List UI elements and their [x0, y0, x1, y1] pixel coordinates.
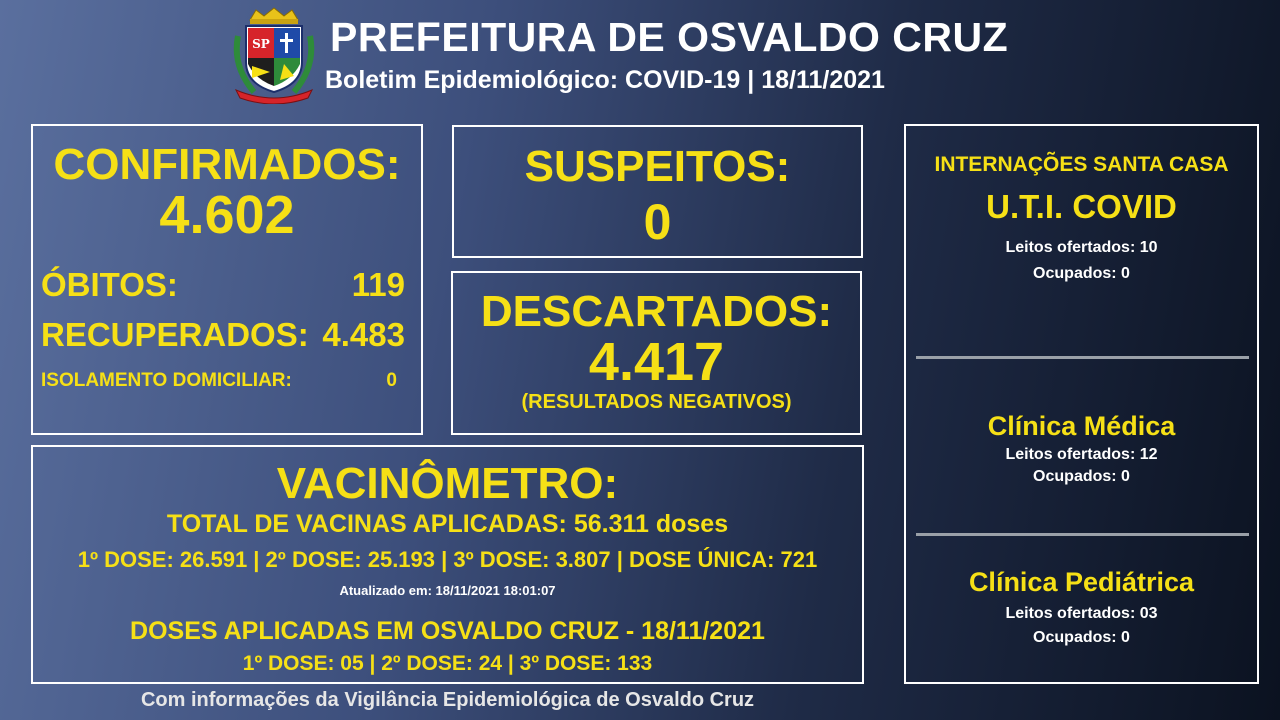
discarded-panel: [451, 271, 862, 435]
vaccine-title: VACINÔMETRO:: [276, 459, 619, 508]
icu-beds-occupied: Ocupados: 0: [1033, 265, 1130, 282]
local-doses: 1º DOSE: 05 | 2º DOSE: 24 | 3º DOSE: 133: [242, 652, 653, 675]
footer-source-note: Com informações da Vigilância Epidemiológica de Osvaldo Cruz: [140, 689, 755, 711]
page-title: PREFEITURA DE OSVALDO CRUZ: [330, 14, 1009, 60]
home-isolation-row: [41, 370, 397, 392]
clinic-beds-occupied: Ocupados: 0: [1033, 468, 1130, 485]
home-isolation-label: ISOLAMENTO DOMICILIAR:: [41, 370, 292, 391]
section-divider: [916, 356, 1249, 359]
pediatric-beds-occupied: Ocupados: 0: [1033, 629, 1130, 646]
vaccine-doses: 1º DOSE: 26.591 | 2º DOSE: 25.193 | 3º DOSE: 3.807 | DOSE ÚNICA: 721: [77, 547, 818, 572]
icu-beds-offered: Leitos ofertados: 10: [1005, 239, 1158, 256]
deaths-row: [41, 266, 405, 304]
vaccine-panel: [31, 445, 864, 684]
home-isolation-value: 0: [386, 370, 397, 391]
page-subtitle: Boletim Epidemiológico: COVID-19 | 18/11/2021: [325, 66, 885, 94]
confirmed-value: 4.602: [159, 185, 295, 245]
recovered-value: 4.483: [322, 316, 405, 353]
vaccine-updated-timestamp: Atualizado em: 18/11/2021 18:01:07: [339, 583, 556, 598]
recovered-label: RECUPERADOS:: [41, 316, 309, 353]
vaccine-total: TOTAL DE VACINAS APLICADAS: 56.311 doses: [166, 510, 729, 538]
pediatric-beds-offered: Leitos ofertados: 03: [1005, 605, 1158, 622]
confirmed-label: CONFIRMADOS:: [53, 140, 401, 189]
deaths-label: ÓBITOS:: [41, 266, 178, 303]
suspects-value: 0: [643, 194, 672, 250]
recovered-row: [41, 316, 405, 354]
discarded-note: (RESULTADOS NEGATIVOS): [521, 391, 792, 413]
hospitalizations-title: INTERNAÇÕES SANTA CASA: [934, 153, 1229, 176]
discarded-value: 4.417: [588, 332, 725, 392]
deaths-value: 119: [351, 266, 405, 303]
hospitalizations-panel: [904, 124, 1259, 684]
clinic-beds-offered: Leitos ofertados: 12: [1005, 446, 1158, 463]
local-doses-title: DOSES APLICADAS EM OSVALDO CRUZ - 18/11/2021: [130, 617, 765, 645]
section-divider: [916, 533, 1249, 536]
city-crest-logo: [230, 6, 318, 104]
svg-text:SP: SP: [252, 37, 270, 51]
pediatric-section-title: Clínica Pediátrica: [968, 567, 1195, 597]
suspects-panel: [452, 125, 863, 258]
suspects-label: SUSPEITOS:: [524, 142, 791, 191]
icu-section-title: U.T.I. COVID: [986, 188, 1177, 225]
discarded-label: DESCARTADOS:: [480, 287, 833, 336]
clinic-section-title: Clínica Médica: [987, 411, 1176, 441]
confirmed-panel: [31, 124, 423, 435]
